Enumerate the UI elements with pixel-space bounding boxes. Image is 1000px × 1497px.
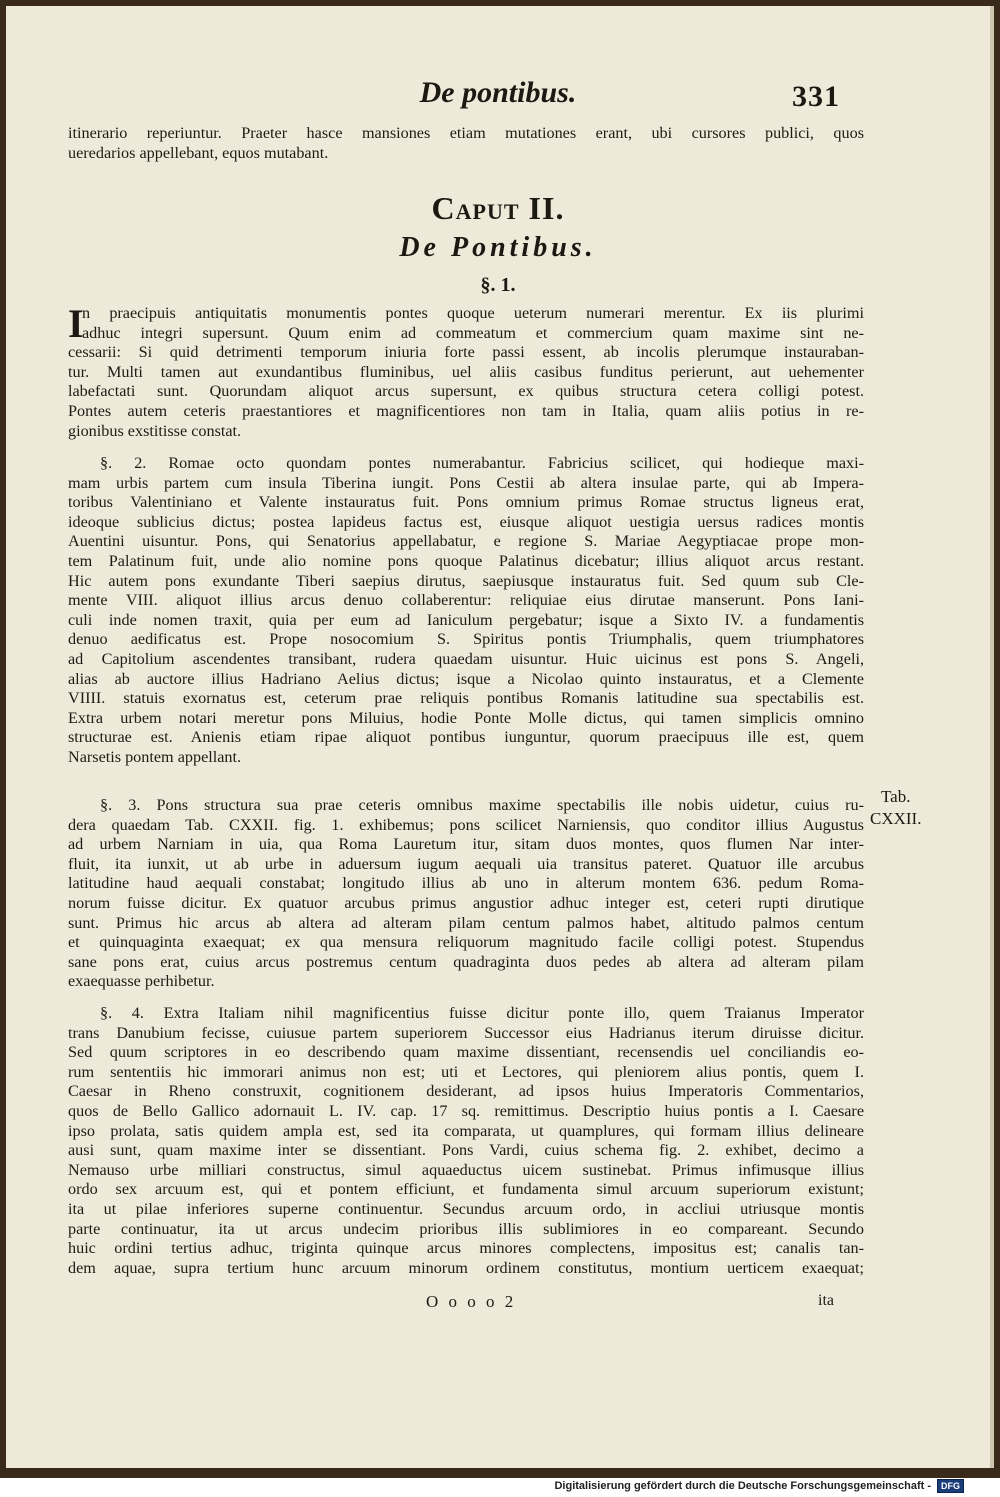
drop-cap: I [68,301,84,346]
text-line: ausi sunt, quam maxime inter se dissentiant. Pons Vardi, cuius schema fig. 2. exhibet, decimo a [68,1141,864,1160]
text-line: VIIII. statuis exornatus est, ceterum prae reliquis pontibus Romanis latitudine sua spectabilis est. [68,689,864,708]
text-line: Auentini uisuntur. Pons, qui Senatorius appellabatur, e regione S. Mariae Aegyptiacae prope mon- [68,532,864,551]
section-mark: §. 1. [480,274,516,296]
text-line: sane pons erat, cuius arcus postremus centum quadraginta duos pedes ab altera ad alteram pilam [68,952,864,971]
text-line: et quinquaginta exaequat; ex qua mensura reliquorum magnitudo facile colligi potest. Stupendus [68,933,864,952]
funding-text: Digitalisierung gefördert durch die Deutsche Forschungsgemeinschaft - [554,1480,931,1492]
paragraph-1 [68,301,864,441]
signature-mark: O o o o 2 [426,1292,517,1311]
text-line: ad Capitolium ascendentes transibant, rudera quaedam uisuntur. Huic uicinus est pons S. Angeli, [68,649,864,668]
text-line: ita ut pilae inferiores superne continuentur. Secundus arcuum ordo, in accliui utriusque montis [68,1199,864,1218]
text-line: parte continuatur, ita ut arcus undecim prioribus illis sublimiores in eo compareant. Secundo [68,1219,864,1238]
text-line: ordo sex arcuum est, qui et pontem efficiunt, et fundamenta simul arcuum superiorum existunt; [68,1180,864,1199]
text-line: mam urbis partem cum insula Tiberina iungit. Pons Cestii ab altera insulae parte, qui ab Impera- [68,473,864,492]
margin-note [870,786,921,830]
text-line: Narsetis pontem appellant. [68,747,242,766]
text-line: trans Danubium fecisse, cuiusue partem superiorem Successor eius Hadrianus iterum diruisse dicitur. [68,1023,864,1042]
text-line: §. 2. Romae octo quondam pontes numerabantur. Fabricius scilicet, qui hodieque maxi- [100,454,864,472]
chapter-title: De Pontibus. [399,232,597,263]
text-line: n praecipuis antiquitatis monumentis pontes quoque ueterum numerari merentur. Ex iis plurimi [82,304,864,322]
book-page [6,6,994,1468]
text-line: tur. Multi tamen aut exundantibus fluminibus, uel aliis casibus funditus perierunt, aut uehementer [68,362,864,381]
text-line: fluit, ita iunxit, ut ab urbe in aduersum iugum aequali uia transitus pateret. Quatuor ille arcubus [68,854,864,873]
text-line: huic ordini tertius adhuc, triginta quinque arcus minores complectens, impositus est; canalis tan- [68,1239,864,1258]
text-line: latitudine haud aequali constabat; longitudo illius ab uno in alterum montem 636. pedum Roma- [68,874,864,893]
text-line: ad urbem Narniam in uia, qua Roma Lauretum itur, sitam duos montes, quos flumen Nar inter- [68,835,864,854]
margin-note-line: Tab. [880,787,911,806]
text-line: ipso prolata, satis quidem ampla est, sed ita comparata, ut quamplures, qui formam illius delineare [68,1121,864,1140]
text-line: structurae est. Anienis etiam ripae aliquot pontibus iunguntur, quorum praecipuus ille est, quem [68,728,864,747]
text-line: alias ab auctore illius Hadriano Aelius dictus; isque a Nicolao quinto instauratus, et a Clemente [68,669,864,688]
text-line: rum sententiis hic immorari animus non est; uti et Lectores, qui pleniorem alius pontis, quem I. [68,1062,864,1081]
text-line: tem Palatinum fuit, unde alio nomine pons quoque Palatinus dicebatur; illius aliquot arcus restant. [68,551,864,570]
text-line: Hic autem pons exundante Tiberi saepius dirutus, saepiusque instauratus fuit. Sed quum sub Cle- [68,571,864,590]
text-line: dem aquae, supra tertium hunc arcuum minorum ordinem constitutus, montium uerticem exaequat; [68,1258,864,1277]
text-line: Caesar in Rheno construxit, cognitionem desiderant, ad ipsos huius Imperatoris Commentarios, [68,1082,864,1101]
text-line: denuo aedificatus est. Prope nosocomium S. Spiritus pontis Triumphalis, quem triumphatores [68,630,864,649]
text-line: §. 4. Extra Italiam nihil magnificentius fuisse dicitur ponte illo, quem Traianus Imperator [100,1004,864,1022]
text-line: Extra urbem notari meretur pons Miluius, hodie Ponte Molle dictus, qui tamen simplicis omnino [68,708,864,727]
page-number: 331 [792,80,840,113]
text-line: adhuc integri supersunt. Quum enim ad commeatum et commercium quam maxime sint ne- [82,323,864,342]
paragraph-2 [68,454,864,768]
paragraph-4 [68,1004,864,1278]
dfg-logo: DFG [937,1479,964,1493]
running-head: De pontibus. [419,76,577,109]
text-line: cessarii: Si quid detrimenti temporum iniuria forte passi essent, ab incolis plerumque instauraban- [68,343,864,362]
text-line: §. 3. Pons structura sua prae ceteris omnibus maxime spectabilis ille nobis uidetur, cuius ru- [100,796,864,814]
intro-paragraph [68,124,864,163]
text-line: exaequasse perhibetur. [68,972,215,991]
text-line: toribus Valentiniano et Valente instauratus fuit. Pons omnium primus Romae structus ligneus erat, [68,493,864,512]
text-line: Pontes autem ceteris praestantiores et magnificentiores non tam in Italia, quam aliis potius in re- [68,401,864,420]
text-line: labefactati sunt. Quorundam aliquot arcus supersunt, ex quibus structura cetera colligi potest. [68,382,864,401]
text-line: sunt. Primus hic arcus ab altera ad alteram pilam centum palmos habet, altitudo palmos centum [68,913,864,932]
text-line: norum fuisse dicitur. Ex quatuor arcubus primus angustior adhuc integer est, ceteri rupti dirutique [68,893,864,912]
chapter-heading: Caput II. [431,190,565,226]
catchword: ita [818,1292,834,1309]
text-line: ideoque sublicius dictus; postea lapideus factus est, eiusque aliquot uestigia uersus radices montis [68,512,864,531]
text-line: quos de Bello Gallico adornauit L. IV. cap. 17 sq. remittimus. Descriptio huius pontis a I. Caesare [68,1101,864,1120]
margin-note-line: CXXII. [870,809,922,828]
text-line: itinerario reperiuntur. Praeter hasce mansiones etiam mutationes erant, ubi cursores publici, quos [68,124,864,142]
funding-footer [554,1479,964,1493]
text-line: gionibus exstitisse constat. [68,421,242,440]
text-line: ueredarios appellebant, equos mutabant. [68,143,329,162]
paragraph-3 [68,796,864,992]
text-line: Sed quum scriptores in eo describendo quam maxime dissentiant, recensendis uel conciliandis eo- [68,1043,864,1062]
text-line: dera quaedam Tab. CXXII. fig. 1. exhibemus; pons scilicet Narniensis, quo conditor illius Augustus [68,815,864,834]
text-line: mente VIII. aliquot illius arcus denuo collaberentur: reliquiae eius dirutae manserunt. Pons Iani- [68,591,864,610]
text-line: Nemauso urbe milliari constructus, simul aquaeductus uicem sustinebat. Primus infimusque illius [68,1160,864,1179]
text-line: culi inde nomen traxit, quia per eum ad Ianiculum pergebatur; isque a Sixto IV. a fundamentis [68,610,864,629]
